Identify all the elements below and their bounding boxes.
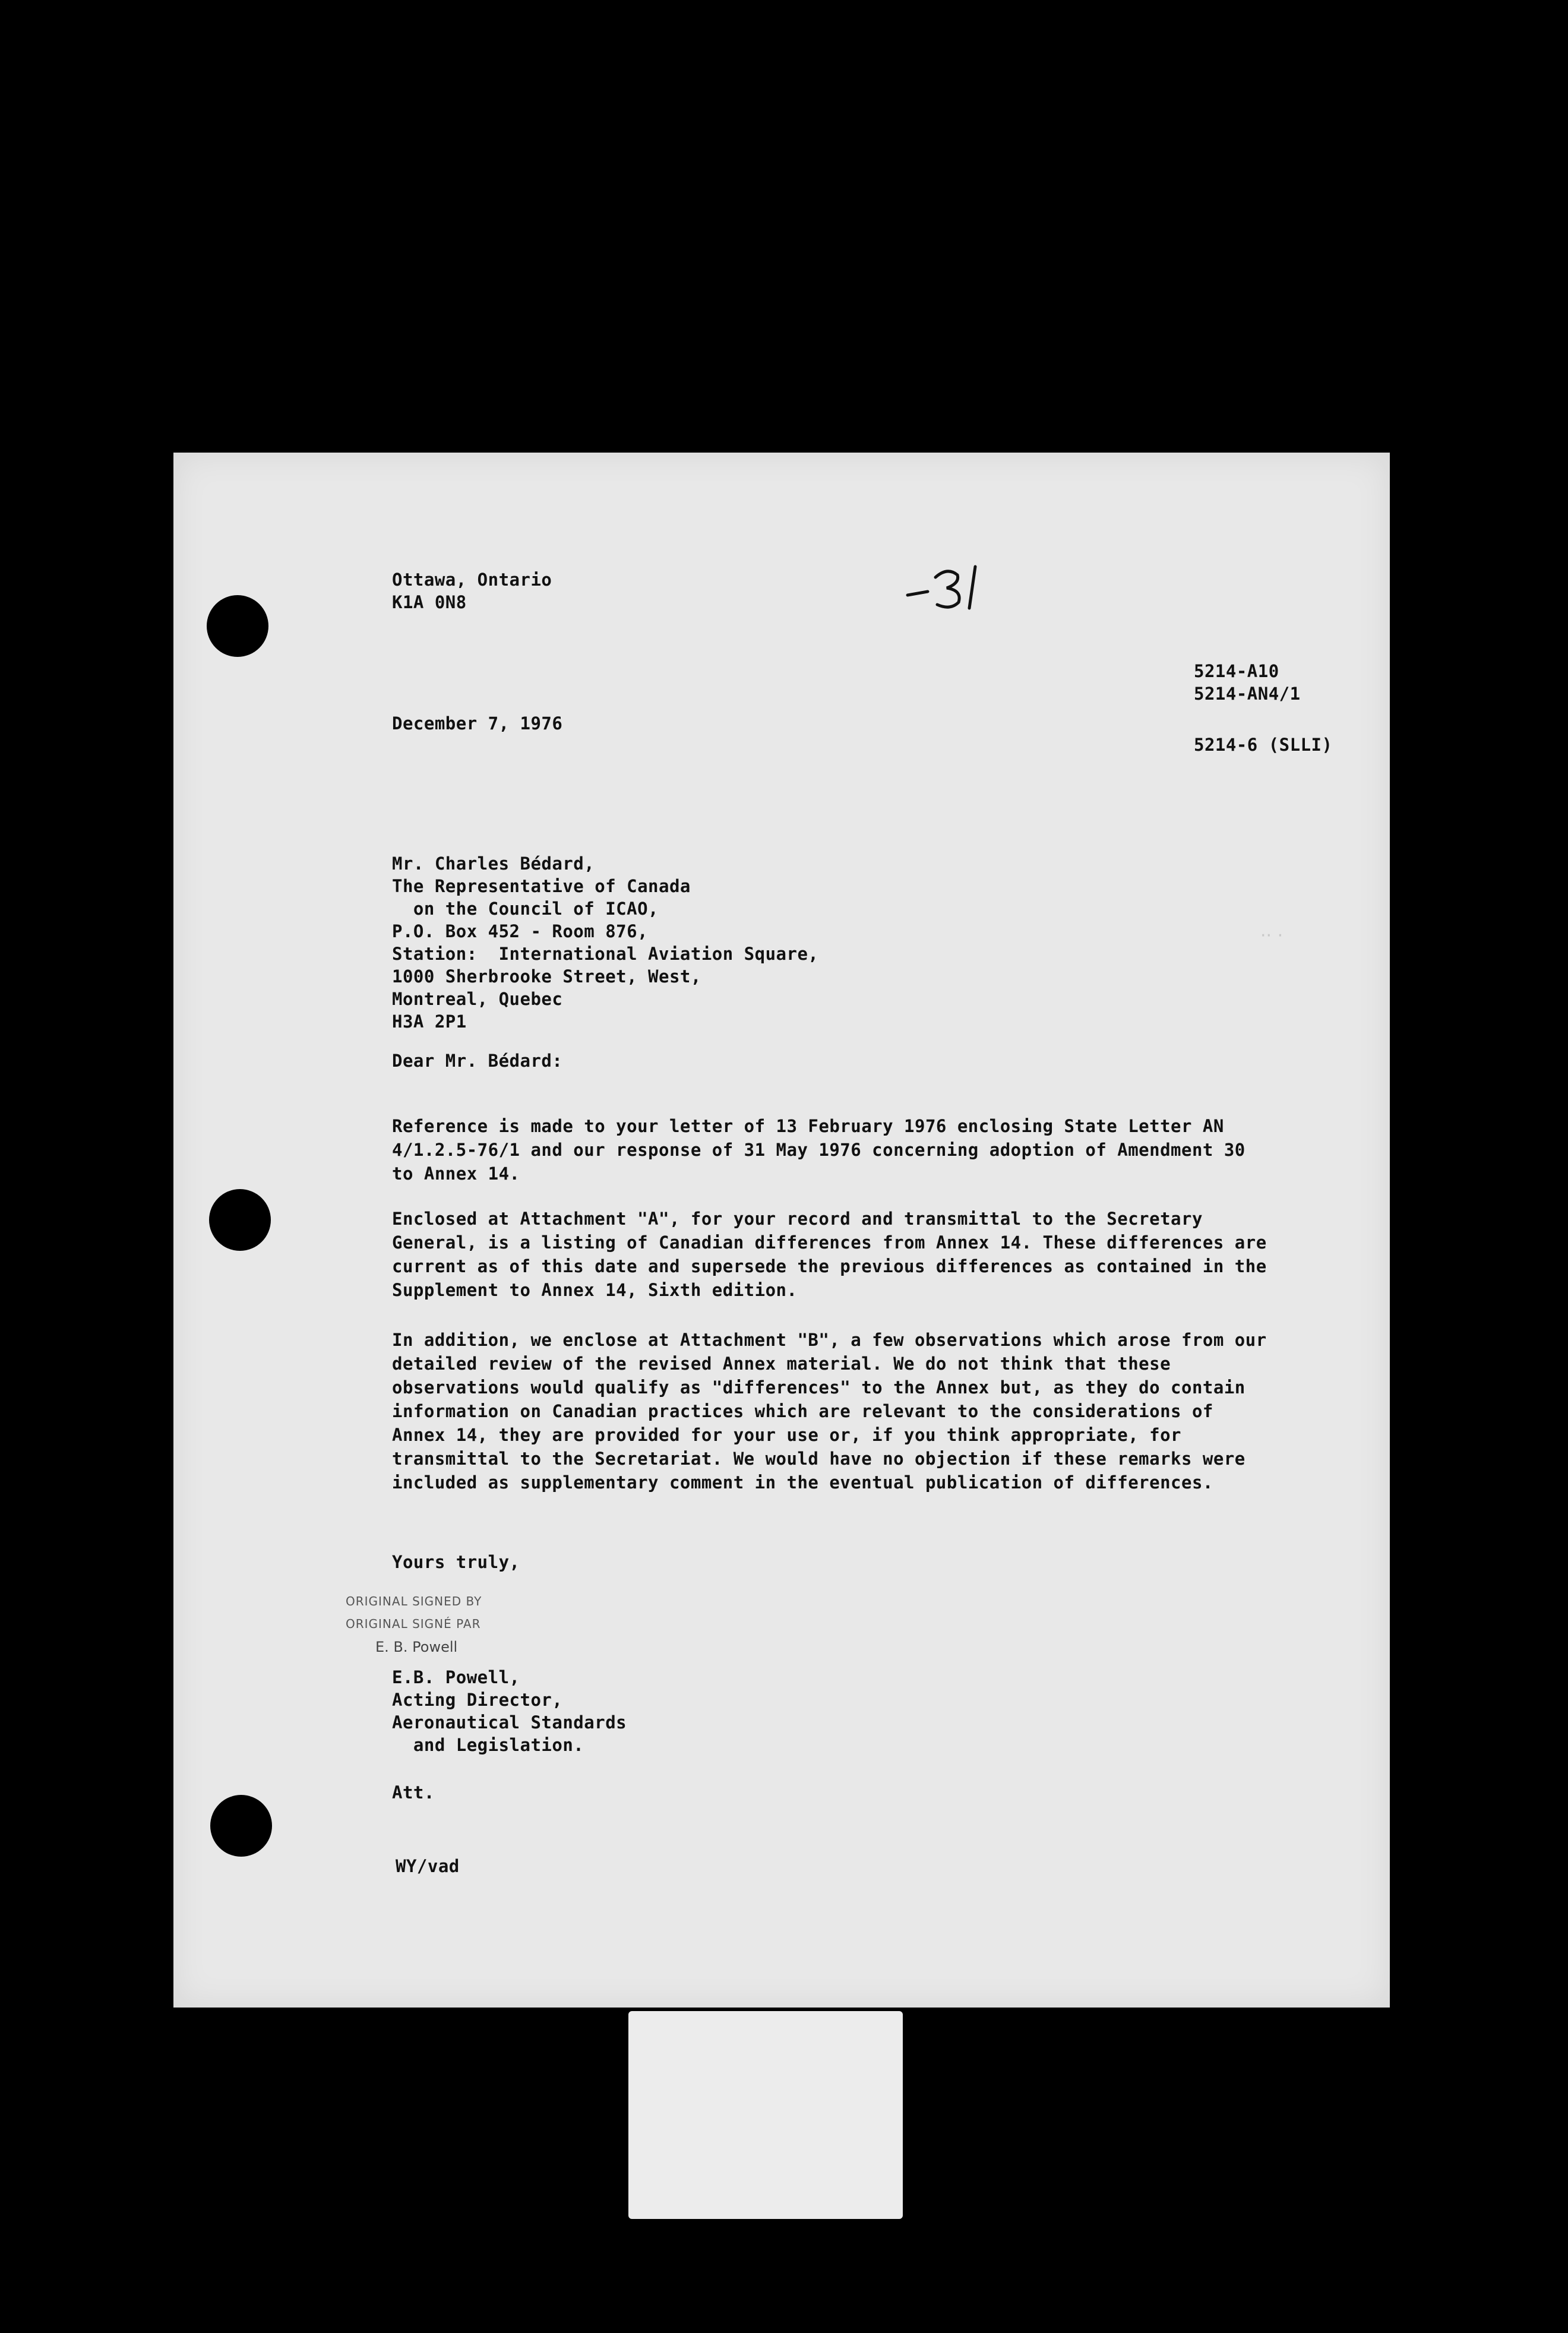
- handwritten-number: [903, 559, 998, 613]
- signed-stamp-line-1: ORIGINAL SIGNED BY: [346, 1594, 482, 1608]
- closing: Yours truly,: [392, 1552, 520, 1572]
- file-number-1: 5214-A10: [1194, 661, 1279, 681]
- body-paragraph-1: Reference is made to your letter of 13 February 1976 enclosing State Letter AN 4/1.2.5-76/1 and our response of 31 May 1976 concerning adoption of Amendment 30 to Annex 14.: [392, 1116, 1245, 1184]
- faint-mark: ·· ·: [1260, 925, 1284, 946]
- letter-sheet: [173, 453, 1390, 2008]
- signatory-line-4: and Legislation.: [392, 1735, 584, 1755]
- recipient-line-4: P.O. Box 452 - Room 876,: [392, 921, 649, 941]
- file-number-2: 5214-AN4/1: [1194, 684, 1301, 704]
- body-paragraph-3: In addition, we enclose at Attachment "B", a few observations which arose from our detailed review of the revised Annex material. We do not think that these observations would qualify as "differences" to the Annex but, as they do contain information on Canadian practices which are relevant to the considerations of Annex 14, they are provided for your use or, if you think appropriate, for transmittal to the Secretariat. We would have no objection if these remarks were included as supplementary comment in the eventual publication of differences.: [392, 1330, 1267, 1493]
- sender-address-line-1: Ottawa, Ontario: [392, 570, 552, 590]
- signed-stamp-line-2: ORIGINAL SIGNÉ PAR: [346, 1617, 481, 1631]
- recipient-line-2: The Representative of Canada: [392, 876, 691, 896]
- body-paragraph-2: Enclosed at Attachment "A", for your record and transmittal to the Secretary General, is a listing of Canadian differences from Annex 14. These differences are current as of this date and supersede the previous differences as contained in the Supplement to Annex 14, Sixth edition.: [392, 1209, 1267, 1300]
- punch-hole-bottom: [210, 1795, 272, 1857]
- punch-hole-middle: [209, 1189, 271, 1251]
- recipient-line-3: on the Council of ICAO,: [392, 899, 659, 919]
- recipient-line-7: Montreal, Quebec: [392, 989, 563, 1009]
- salutation: Dear Mr. Bédard:: [392, 1051, 563, 1071]
- recipient-line-5: Station: International Aviation Square,: [392, 944, 819, 964]
- signature-name: E. B. Powell: [375, 1639, 458, 1655]
- sender-address-line-2: K1A 0N8: [392, 592, 467, 612]
- recipient-line-1: Mr. Charles Bédard,: [392, 853, 595, 874]
- signatory-line-3: Aeronautical Standards: [392, 1712, 627, 1733]
- blank-card: [628, 2011, 903, 2219]
- signatory-line-1: E.B. Powell,: [392, 1667, 520, 1687]
- letter-date: December 7, 1976: [392, 713, 563, 734]
- recipient-line-6: 1000 Sherbrooke Street, West,: [392, 966, 701, 987]
- punch-hole-top: [207, 595, 268, 657]
- signatory-line-2: Acting Director,: [392, 1690, 563, 1710]
- enclosure-note: Att.: [392, 1782, 435, 1803]
- recipient-line-8: H3A 2P1: [392, 1011, 467, 1032]
- file-number-3: 5214-6 (SLLI): [1194, 735, 1333, 755]
- reference-initials: WY/vad: [396, 1856, 460, 1876]
